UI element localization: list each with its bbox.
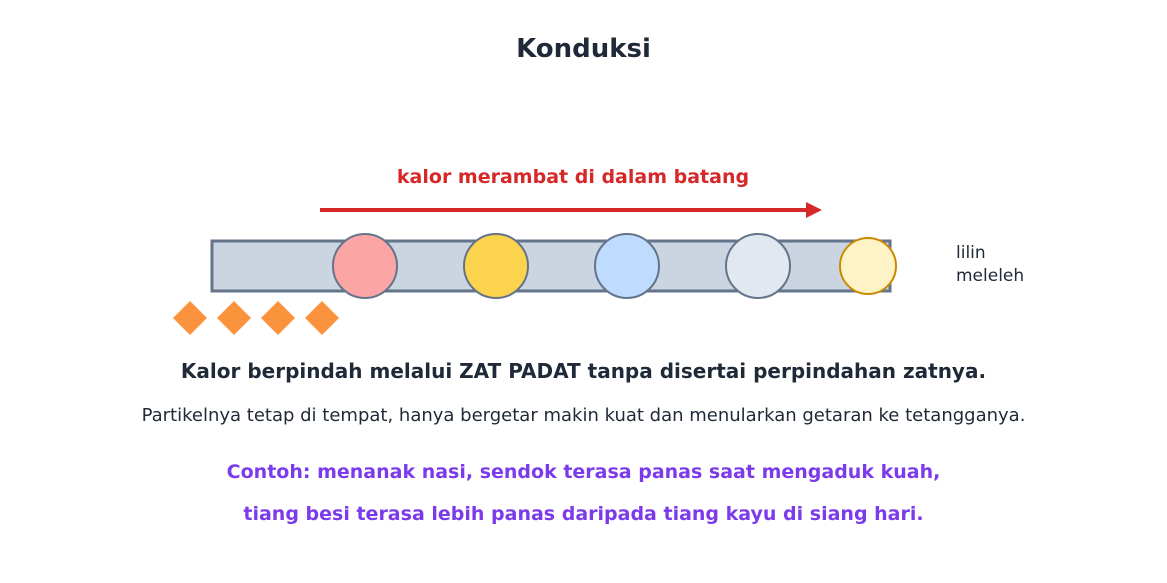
example-line-1: Contoh: menanak nasi, sendok terasa panas saat mengaduk kuah, — [226, 461, 941, 483]
wax-label-line-1: lilin — [956, 243, 986, 263]
page-title: Konduksi — [516, 34, 651, 64]
wax-label — [956, 242, 1024, 288]
wax-blob — [840, 238, 896, 294]
conduction-statement: Kalor berpindah melalui ZAT PADAT tanpa disertai perpindahan zatnya. — [180, 359, 987, 383]
flame-diamond-icon — [305, 301, 339, 335]
wax-label-line-2: meleleh — [956, 266, 1025, 286]
flame-diamond-icon — [261, 301, 295, 335]
particle-cold — [726, 234, 790, 298]
conduction-explanation: Partikelnya tetap di tempat, hanya bergetar makin kuat dan menularkan getaran ke tetangganya. — [141, 405, 1026, 426]
particle-warm — [464, 234, 528, 298]
particle-hot — [333, 234, 397, 298]
flame-diamond-icon — [173, 301, 207, 335]
heat-source — [173, 301, 339, 335]
heat-flow-label: kalor merambat di dalam batang — [396, 166, 750, 188]
flame-diamond-icon — [217, 301, 251, 335]
particle-cool — [595, 234, 659, 298]
example-line-2: tiang besi terasa lebih panas daripada tiang kayu di siang hari. — [243, 503, 924, 525]
arrow-right-icon — [320, 202, 822, 218]
